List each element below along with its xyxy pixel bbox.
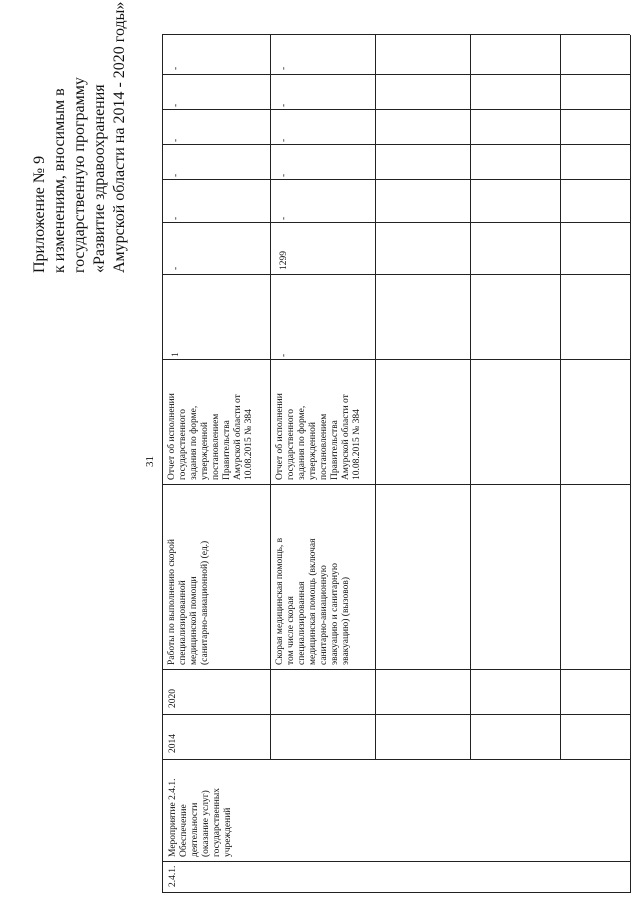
grid-line-v	[162, 34, 630, 35]
grid-line-v	[162, 359, 630, 360]
row-value: -	[171, 216, 181, 220]
grid-line-v	[162, 179, 630, 180]
row-value: -	[171, 138, 181, 142]
grid-line-v	[162, 669, 630, 670]
appendix-title: Приложение № 9	[31, 155, 48, 273]
page-number: 31	[144, 456, 156, 467]
row-value: -	[279, 103, 289, 107]
row-document: Отчет об исполнении государственного задания по форме, утвержденной постановлением Правительства Амурской области от 10.08.2015 № 384	[275, 393, 362, 480]
row-value: -	[279, 66, 289, 70]
grid-line-h	[162, 760, 163, 893]
grid-line-v	[162, 74, 630, 75]
row-value: -	[279, 353, 289, 357]
row-value: -	[171, 266, 181, 270]
grid-line-v	[162, 892, 630, 893]
row-value: 1299	[279, 251, 289, 270]
grid-line-v	[162, 759, 630, 760]
row-number: 2.4.1.	[168, 865, 178, 887]
row-value: -	[279, 138, 289, 142]
grid-line-v	[162, 484, 630, 485]
year-end: 2020	[168, 689, 178, 708]
row-value: -	[171, 173, 181, 177]
appendix-line: Амурской области на 2014 - 2020 годы»	[111, 1, 128, 273]
appendix-line: государственную программу	[71, 77, 88, 273]
row-value: 1	[171, 352, 181, 357]
appendix-line: «Развитие здравоохранения	[91, 84, 108, 273]
event-title: Мероприятие 2.4.1. Обеспечение деятельности (оказание услуг) государственных учреждений	[168, 778, 233, 857]
row-description: Работы по выполнению скорой специализированной медицинской помощи (санитарно-авиационной) (ед.)	[167, 538, 210, 665]
grid-line-v	[162, 109, 630, 110]
grid-line-h	[630, 35, 631, 893]
grid-line-v	[162, 714, 630, 715]
appendix-line: к изменениям, вносимым в	[51, 88, 68, 273]
row-value: -	[279, 173, 289, 177]
year-start: 2014	[168, 734, 178, 753]
row-value: -	[279, 216, 289, 220]
row-document: Отчет об исполнении государственного задания по форме, утвержденной постановлением Правительства Амурской области от 10.08.2015 № 384	[167, 393, 254, 480]
appendix-header	[30, 1, 130, 273]
grid-line-v	[162, 861, 630, 862]
row-value: -	[171, 66, 181, 70]
row-description: Скорая медицинская помощь, в том числе скорая специализированная медицинская помощь (включая санитарно-авиационную эвакуацию и санитарную эвакуацию) (вызовов)	[275, 537, 351, 665]
row-value: -	[171, 103, 181, 107]
grid-line-v	[162, 222, 630, 223]
grid-line-v	[162, 144, 630, 145]
grid-line-v	[162, 274, 630, 275]
